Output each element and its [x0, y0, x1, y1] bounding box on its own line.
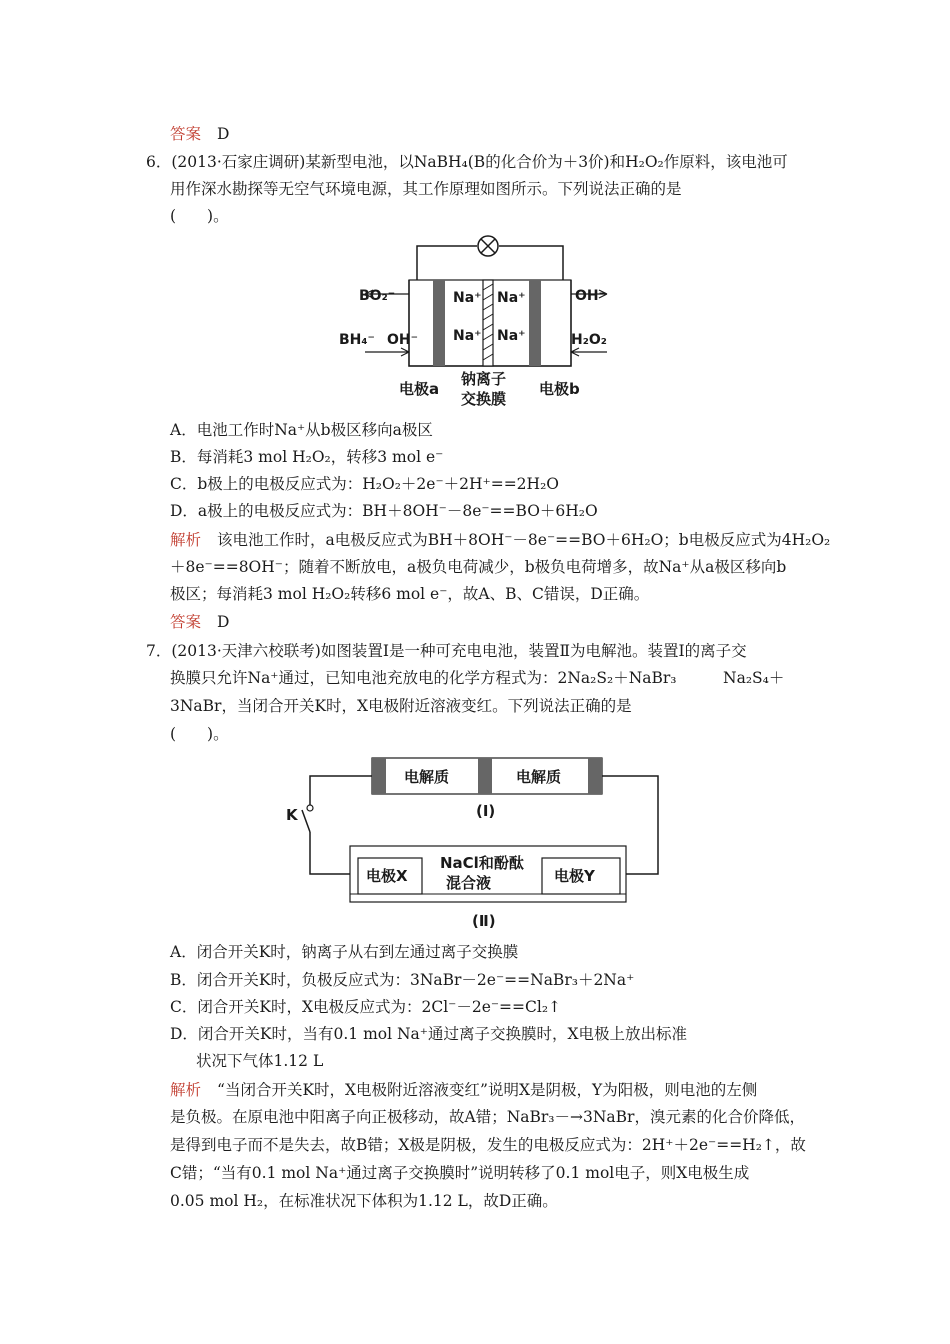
membrane	[483, 280, 493, 366]
q7-stem-line-4: ( )。	[170, 725, 229, 743]
label-membrane-2: 交换膜	[461, 390, 507, 408]
q6-stem-line-2: 用作深水勘探等无空气环境电源，其工作原理如图所示。下列说法正确的是	[170, 180, 682, 198]
q7-option-a: A．闭合开关K时，钠离子从右到左通过离子交换膜	[170, 943, 519, 961]
label-na-b1: Na⁺	[497, 290, 526, 306]
label-bh4: BH₄⁻	[339, 332, 375, 348]
q6-option-d: D．a极上的电极反应式为：BH＋8OH⁻－8e⁻==BO＋6H₂O	[170, 502, 598, 520]
label-switch-k: K	[286, 806, 298, 824]
label-electrode-a: 电极a	[399, 380, 440, 398]
q6-option-c: C．b极上的电极反应式为：H₂O₂＋2e⁻＋2H⁺==2H₂O	[170, 475, 559, 493]
label-na-a2: Na⁺	[453, 328, 482, 344]
label-device-1: (Ⅰ)	[476, 802, 496, 820]
q7-option-c: C．闭合开关K时，X电极反应式为：2Cl⁻－2e⁻==Cl₂↑	[170, 998, 562, 1016]
q7-electrolysis-diagram	[280, 754, 680, 934]
q7-option-b: B．闭合开关K时，负极反应式为：3NaBr－2e⁻==NaBr₃＋2Na⁺	[170, 971, 635, 989]
electrode-a-plate	[433, 280, 445, 366]
q7-stem-line-3: 3NaBr，当闭合开关K时，X电极附近溶液变红。下列说法正确的是	[170, 697, 632, 715]
label-oh-right: OH⁻	[575, 288, 607, 304]
q7-stem-line-2: 换膜只允许Na⁺通过，已知电池充放电的化学方程式为：2Na₂S₂＋NaBr₃ Na₂S₄＋	[170, 669, 785, 687]
q7-analysis-line-1: 解析 “当闭合开关K时，X电极附近溶液变红”说明X是阴极，Y为阳极，则电池的左侧	[170, 1081, 758, 1099]
q6-analysis-line-1: 解析 该电池工作时，a电极反应式为BH＋8OH⁻－8e⁻==BO＋6H₂O；b电极反应式为4H₂O₂	[170, 531, 831, 549]
q7-analysis-line-5: 0.05 mol H₂，在标准状况下体积为1.12 L，故D正确。	[170, 1192, 558, 1210]
label-na-b2: Na⁺	[497, 328, 526, 344]
q7-analysis-line-4: C错；“当有0.1 mol Na⁺通过离子交换膜时”说明转移了0.1 mol电子，则X电极生成	[170, 1164, 750, 1182]
label-electrolyte-right: 电解质	[516, 768, 562, 786]
answer-label: 答案	[170, 613, 202, 631]
q6-stem-line-3: ( )。	[170, 207, 229, 225]
label-h2o2: H₂O₂	[571, 332, 607, 348]
q6-stem-line-1: 6．(2013·石家庄调研)某新型电池，以NaBH₄(B的化合价为＋3价)和H₂O₂作原料，该电池可	[146, 153, 788, 171]
label-electrode-y: 电极Y	[554, 867, 595, 885]
q6-answer-line	[170, 612, 229, 632]
q7-analysis-line-2: 是负极。在原电池中阳离子向正极移动，故A错；NaBr₃－→3NaBr，溴元素的化合价降低，	[170, 1108, 805, 1126]
q6-analysis-line-3: 极区；每消耗3 mol H₂O₂转移6 mol e⁻，故A、B、C错误，D正确。	[170, 585, 650, 603]
label-device-2: (Ⅱ)	[472, 912, 496, 930]
q6-option-b: B．每消耗3 mol H₂O₂，转移3 mol e⁻	[170, 448, 444, 466]
analysis-label: 解析	[170, 531, 202, 549]
label-bo2: BO₂⁻	[359, 288, 396, 304]
label-solution-1: NaCl和酚酞	[440, 854, 524, 872]
answer-value: D	[217, 613, 230, 631]
answer-value: D	[217, 125, 230, 143]
q6-option-a: A．电池工作时Na⁺从b极区移向a极区	[170, 421, 433, 439]
q7-stem-line-1: 7．(2013·天津六校联考)如图装置Ⅰ是一种可充电电池，装置Ⅱ为电解池。装置Ⅰ的离子交	[146, 642, 747, 660]
label-electrode-b: 电极b	[539, 380, 580, 398]
answer-label: 答案	[170, 125, 202, 143]
q7-option-d-cont: 状况下气体1.12 L	[196, 1052, 324, 1070]
label-electrode-x: 电极X	[366, 867, 408, 885]
label-oh-left: OH⁻	[387, 332, 419, 348]
label-solution-2: 混合液	[446, 874, 492, 892]
q7-option-d: D．闭合开关K时，当有0.1 mol Na⁺通过离子交换膜时，X电极上放出标准	[170, 1025, 688, 1043]
analysis-label: 解析	[170, 1081, 202, 1099]
q7-analysis-line-3: 是得到电子而不是失去，故B错；X极是阴极，发生的电极反应式为：2H⁺＋2e⁻==H₂↑，故	[170, 1136, 806, 1154]
q5-answer-line	[170, 124, 229, 144]
q6-analysis-line-2: ＋8e⁻==8OH⁻；随着不断放电，a极负电荷减少，b极负电荷增多，故Na⁺从a极区移向b	[170, 558, 787, 576]
electrode-b-plate	[529, 280, 541, 366]
label-electrolyte-left: 电解质	[404, 768, 450, 786]
label-na-a1: Na⁺	[453, 290, 482, 306]
label-membrane-1: 钠离子	[461, 370, 507, 388]
q6-battery-diagram	[335, 234, 625, 414]
